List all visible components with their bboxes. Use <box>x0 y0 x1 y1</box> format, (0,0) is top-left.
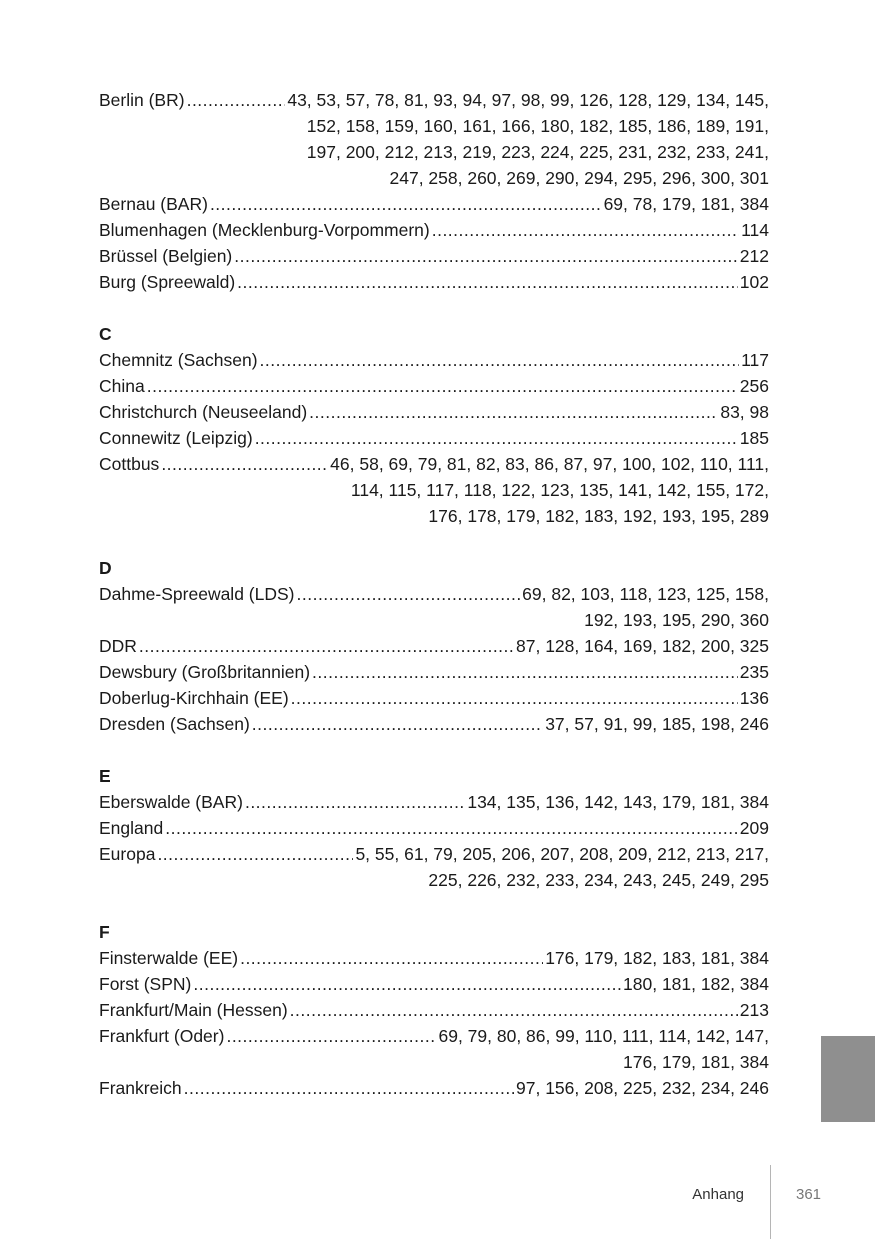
index-entry-pages: 235 <box>739 662 769 682</box>
index-entry-name: Dresden (Sachsen) <box>99 714 250 734</box>
index-letter-heading: F <box>99 922 110 942</box>
page-number: 361 <box>796 1186 822 1203</box>
index-entry-name: Frankfurt/Main (Hessen) <box>99 1000 288 1020</box>
index-entry <box>99 633 769 659</box>
index-entry-line <box>99 347 769 373</box>
index-entry-line <box>99 659 769 685</box>
index-entry-name: Burg (Spreewald) <box>99 272 236 292</box>
index-entry <box>99 945 769 971</box>
index-entry-pages: 43, 53, 57, 78, 81, 93, 94, 97, 98, 99, 126, 128, 129, 134, 145, <box>287 90 769 110</box>
dot-leader <box>255 425 738 451</box>
index-entry-pages-continued: 176, 178, 179, 182, 183, 192, 193, 195, 289 <box>428 506 769 526</box>
index-entry-line <box>99 685 769 711</box>
index-entry-pages: 136 <box>739 688 769 708</box>
dot-leader <box>291 685 738 711</box>
index-entry <box>99 1075 769 1101</box>
index-entry-line <box>99 425 769 451</box>
chapter-tab-marker <box>821 1036 875 1122</box>
index-entry-name: China <box>99 376 145 396</box>
index-entry-pages: 69, 78, 179, 181, 384 <box>603 194 769 214</box>
index-entry-pages: 69, 82, 103, 118, 123, 125, 158, <box>522 584 769 604</box>
footer-divider <box>770 1165 771 1239</box>
index-entry-pages: 176, 179, 182, 183, 181, 384 <box>545 948 769 968</box>
dot-leader <box>290 997 738 1023</box>
index-entry <box>99 217 769 243</box>
index-entry-line <box>99 789 769 815</box>
index-entry-line <box>99 711 769 737</box>
index-entry-line <box>99 243 769 269</box>
index-entry-line <box>99 87 769 113</box>
dot-leader <box>432 217 739 243</box>
index-entry <box>99 971 769 997</box>
index-entry-pages-continued: 192, 193, 195, 290, 360 <box>584 610 769 630</box>
index-entry <box>99 191 769 217</box>
index-entry-name: Brüssel (Belgien) <box>99 246 233 266</box>
index-letter-heading: E <box>99 766 111 786</box>
index-entry <box>99 659 769 685</box>
index-entry-pages: 209 <box>739 818 769 838</box>
dot-leader <box>184 1075 514 1101</box>
index-entry <box>99 87 769 191</box>
dot-leader <box>312 659 738 685</box>
index-entry-name: Cottbus <box>99 454 160 474</box>
index-entry-pages: 185 <box>739 428 769 448</box>
index-entry-line <box>99 841 769 867</box>
index-entry-pages: 87, 128, 164, 169, 182, 200, 325 <box>516 636 769 656</box>
dot-leader <box>245 789 465 815</box>
index-letter-heading: C <box>99 324 112 344</box>
dot-leader <box>187 87 286 113</box>
index-entry-name: Frankreich <box>99 1078 182 1098</box>
index-entry-pages: 83, 98 <box>720 402 769 422</box>
index-entry-name: Frankfurt (Oder) <box>99 1026 225 1046</box>
dot-leader <box>193 971 621 997</box>
dot-leader <box>240 945 543 971</box>
index-entry-pages: 134, 135, 136, 142, 143, 179, 181, 384 <box>467 792 769 812</box>
index-letter-heading: D <box>99 558 112 578</box>
index-entry-line <box>99 217 769 243</box>
index-entry-line <box>99 633 769 659</box>
dot-leader <box>157 841 353 867</box>
dot-leader <box>147 373 738 399</box>
index-entry-pages: 117 <box>741 350 769 370</box>
index-entry <box>99 997 769 1023</box>
index-entry-name: Chemnitz (Sachsen) <box>99 350 258 370</box>
index-entry-line <box>99 451 769 477</box>
index-entry-name: Europa <box>99 844 156 864</box>
index-entry-name: Eberswalde (BAR) <box>99 792 243 812</box>
dot-leader <box>252 711 543 737</box>
index-entry-name: Connewitz (Leipzig) <box>99 428 253 448</box>
index-entry-pages: 69, 79, 80, 86, 99, 110, 111, 114, 142, 147, <box>438 1026 769 1046</box>
index-entry-line <box>99 945 769 971</box>
index-entry-line <box>99 997 769 1023</box>
index-entry-line <box>99 1023 769 1049</box>
index-entry-pages: 97, 156, 208, 225, 232, 234, 246 <box>516 1078 769 1098</box>
index-entry-pages-continued: 176, 179, 181, 384 <box>623 1052 769 1072</box>
index-entry-pages-continued: 152, 158, 159, 160, 161, 166, 180, 182, 185, 186, 189, 191, <box>306 116 769 136</box>
index-entry-pages: 212 <box>739 246 769 266</box>
index-entry <box>99 1023 769 1075</box>
index-entry-name: England <box>99 818 164 838</box>
dot-leader <box>161 451 328 477</box>
index-entry-pages: 213 <box>739 1000 769 1020</box>
dot-leader <box>237 269 738 295</box>
index-entry-line <box>99 815 769 841</box>
index-entry <box>99 789 769 815</box>
index-entry-pages-continued: 114, 115, 117, 118, 122, 123, 135, 141, 142, 155, 172, <box>350 480 769 500</box>
dot-leader <box>297 581 521 607</box>
index-entry <box>99 685 769 711</box>
index-entry-line <box>99 373 769 399</box>
index-entry <box>99 451 769 529</box>
index-entry-name: Christchurch (Neuseeland) <box>99 402 308 422</box>
index-entry-line <box>99 1075 769 1101</box>
dot-leader <box>139 633 514 659</box>
dot-leader <box>234 243 738 269</box>
index-entry-name: Forst (SPN) <box>99 974 192 994</box>
place-index <box>99 87 769 1101</box>
index-entry-name: Doberlug-Kirchhain (EE) <box>99 688 289 708</box>
index-entry <box>99 347 769 373</box>
index-entry-pages-continued: 225, 226, 232, 233, 234, 243, 245, 249, 295 <box>428 870 769 890</box>
index-entry-pages-continued: 197, 200, 212, 213, 219, 223, 224, 225, 231, 232, 233, 241, <box>306 142 769 162</box>
index-entry-pages: 256 <box>739 376 769 396</box>
index-entry-pages: 180, 181, 182, 384 <box>623 974 769 994</box>
index-entry <box>99 373 769 399</box>
index-entry <box>99 841 769 893</box>
index-entry <box>99 815 769 841</box>
index-entry <box>99 425 769 451</box>
index-entry-name: DDR <box>99 636 137 656</box>
index-entry-name: Dewsbury (Großbritannien) <box>99 662 311 682</box>
index-entry-name: Finsterwalde (EE) <box>99 948 239 968</box>
index-entry-line <box>99 269 769 295</box>
dot-leader <box>210 191 602 217</box>
index-entry-pages: 114 <box>741 220 769 240</box>
dot-leader <box>165 815 738 841</box>
index-entry-name: Blumenhagen (Mecklenburg-Vorpommern) <box>99 220 430 240</box>
index-entry-line <box>99 971 769 997</box>
index-entry-pages-continued: 247, 258, 260, 269, 290, 294, 295, 296, 300, 301 <box>389 168 769 188</box>
index-entry <box>99 581 769 633</box>
dot-leader <box>226 1023 436 1049</box>
index-entry-line <box>99 399 769 425</box>
index-entry <box>99 399 769 425</box>
index-entry-name: Berlin (BR) <box>99 90 185 110</box>
footer-section-label: Anhang <box>692 1186 744 1203</box>
index-entry-line <box>99 191 769 217</box>
dot-leader <box>309 399 718 425</box>
index-entry <box>99 243 769 269</box>
index-entry-pages: 5, 55, 61, 79, 205, 206, 207, 208, 209, 212, 213, 217, <box>355 844 769 864</box>
index-entry-name: Dahme-Spreewald (LDS) <box>99 584 295 604</box>
index-entry <box>99 711 769 737</box>
index-entry-pages: 46, 58, 69, 79, 81, 82, 83, 86, 87, 97, 100, 102, 110, 111, <box>330 454 769 474</box>
dot-leader <box>260 347 740 373</box>
index-entry-pages: 37, 57, 91, 99, 185, 198, 246 <box>545 714 769 734</box>
index-entry-name: Bernau (BAR) <box>99 194 208 214</box>
index-entry <box>99 269 769 295</box>
index-entry-pages: 102 <box>739 272 769 292</box>
index-entry-line <box>99 581 769 607</box>
